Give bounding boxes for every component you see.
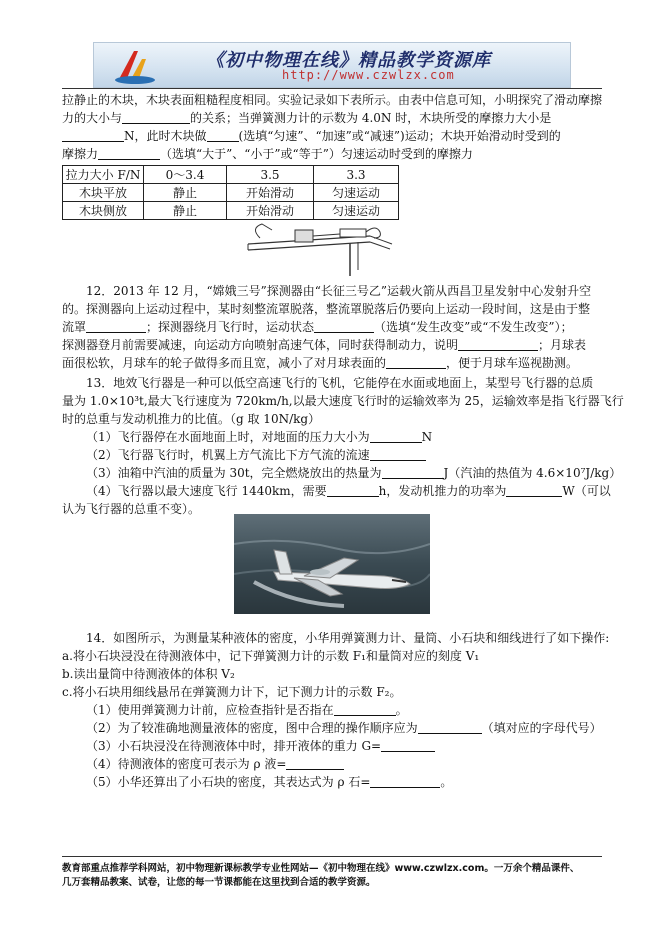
table-cell: 3.5 — [227, 166, 314, 184]
q14-sub4: （4）待测液体的密度可表示为 ρ 液= — [62, 756, 626, 773]
answer-blank[interactable] — [86, 320, 146, 333]
q13-sub2: （2）飞行器飞行时，机翼上方气流比下方气流的流速 — [62, 447, 626, 464]
q14-step-a: a.将小石块浸没在待测液体中，记下弹簧测力计的示数 F₁和量筒对应的刻度 V₁ — [62, 649, 480, 663]
footer-divider — [62, 856, 602, 857]
table-cell: 拉力大小 F/N — [63, 166, 144, 184]
friction-experiment-figure — [240, 218, 400, 280]
q13-line3: 时的总重与发动机推力的比值。（g 取 10N/kg） — [62, 412, 321, 426]
friction-data-table — [62, 165, 399, 220]
answer-blank[interactable] — [418, 721, 482, 734]
table-row — [63, 202, 399, 220]
footer-line1: 教育部重点推荐学科网站，初中物理新课标教学专业性网站—《初中物理在线》www.czwlzx.com。一万余个精品课件、 — [62, 863, 580, 874]
q14-step-c: c.将小石块用细线悬吊在弹簧测力计下，记下测力计的示数 F₂。 — [62, 685, 402, 699]
table-cell: 开始滑动 — [227, 202, 314, 220]
ground-effect-vehicle-photo — [234, 514, 430, 614]
q12-line5: 面很松软，月球车的轮子做得多而且宽，减小了对月球表面的 ，便于月球车巡视勘测。 — [62, 356, 579, 370]
q14-sub3: （3）小石块浸没在待测液体中时，排开液体的重力 G= — [62, 738, 626, 755]
answer-blank[interactable] — [458, 338, 538, 351]
banner-title: 《初中物理在线》精品教学资源库 — [206, 50, 491, 71]
answer-blank[interactable] — [286, 757, 344, 770]
table-row — [63, 184, 399, 202]
table-cell: 静止 — [144, 202, 227, 220]
answer-blank[interactable] — [381, 739, 435, 752]
table-cell: 匀速运动 — [314, 184, 399, 202]
table-cell: 3.3 — [314, 166, 399, 184]
table-cell: 开始滑动 — [227, 184, 314, 202]
q13-sub1: （1）飞行器停在水面地面上时，对地面的压力大小为 N — [86, 430, 433, 444]
table-cell: 木块侧放 — [63, 202, 144, 220]
q13-line2: 量为 1.0×10³t,最大飞行速度为 720km/h,以最大速度飞行时的运输效率为 25，运输效率是指飞行器飞行 — [62, 394, 624, 408]
answer-blank[interactable] — [386, 356, 446, 369]
answer-blank[interactable] — [122, 111, 190, 124]
q12-line1: 12．2013 年 12 月，“嫦娥三号”探测器由“长征三号乙”运载火箭从西昌卫星发射中心发射升空 — [86, 284, 592, 298]
q14-line1: 14．如图所示，为测量某种液体的密度，小华用弹簧测力计、量筒、小石块和细线进行了如下操作: — [86, 631, 610, 645]
footer-line2: 几万套精品教案、试卷，让您的每一节课都能在这里找到合适的教学资源。 — [62, 877, 376, 888]
answer-blank[interactable] — [334, 703, 396, 716]
q14-sub2: （2）为了较准确地测量液体的密度，图中合理的操作顺序应为 （填对应的字母代号） — [86, 721, 602, 735]
table-cell: 匀速运动 — [314, 202, 399, 220]
header-banner — [93, 42, 571, 88]
table-cell: 木块平放 — [63, 184, 144, 202]
table-cell: 静止 — [144, 184, 227, 202]
q13-sub4-cont: 认为飞行器的总重不变）。 — [62, 502, 201, 516]
answer-blank[interactable] — [98, 147, 160, 160]
q14-step-b: b.读出量筒中待测液体的体积 V₂ — [62, 667, 235, 681]
answer-blank[interactable] — [62, 129, 124, 142]
banner-url[interactable]: http://www.czwlzx.com — [282, 68, 455, 82]
answer-blank[interactable] — [370, 430, 422, 443]
answer-blank[interactable] — [370, 448, 426, 461]
answer-blank[interactable] — [314, 320, 374, 333]
q11-line4: 摩擦力 （选填“大于”、“小于”或“等于”）匀速运动时受到的摩擦力 — [62, 147, 473, 161]
q14-sub5: （5）小华还算出了小石块的密度，其表达式为 ρ 石= 。 — [86, 775, 453, 789]
q12-line4: 探测器登月前需要减速，向运动方向喷射高速气体，同时获得制动力，说明 ；月球表 — [62, 338, 587, 352]
q11-line2: 力的大小与 的关系；当弹簧测力计的示数为 4.0N 时，木块所受的摩擦力大小是 — [62, 111, 552, 125]
header-divider — [62, 88, 602, 89]
q13-line1: 13．地效飞行器是一种可以低空高速飞行的飞机，它能停在水面或地面上，某型号飞行器的总质 — [86, 376, 594, 390]
answer-blank[interactable] — [327, 484, 379, 497]
q11-line3: N，此时木块做 (选填“匀速”、“加速”或“减速”)运动；木块开始滑动时受到的 — [62, 128, 602, 145]
q12-line3: 流罩 ；探测器绕月飞行时，运动状态 （选填“发生改变”或“不发生改变”）； — [62, 320, 573, 334]
answer-blank[interactable] — [506, 484, 562, 497]
q14-sub1: （1）使用弹簧测力计前，应检查指针是否指在 。 — [86, 703, 408, 717]
answer-blank[interactable] — [207, 129, 239, 142]
table-header-row — [63, 166, 399, 184]
answer-blank[interactable] — [382, 466, 444, 479]
site-logo-icon — [112, 47, 158, 85]
answer-blank[interactable] — [370, 775, 440, 788]
q11-line1: 拉静止的木块，木块表面粗糙程度相同。实验记录如下表所示。由表中信息可知，小明探究了滑动摩擦 — [62, 93, 603, 107]
q12-line2: 的。探测器向上运动过程中，某时刻整流罩脱落，整流罩脱落后仍要向上运动一段时间，这是由于整 — [62, 302, 591, 316]
q13-sub3: （3）油箱中汽油的质量为 30t，完全燃烧放出的热量为 J（汽油的热值为 4.6×10⁷J/kg） — [86, 466, 622, 480]
q13-sub4: （4）飞行器以最大速度飞行 1440km，需要 h，发动机推力的功率为 W（可以 — [86, 484, 611, 498]
table-cell: 0～3.4 — [144, 166, 227, 184]
